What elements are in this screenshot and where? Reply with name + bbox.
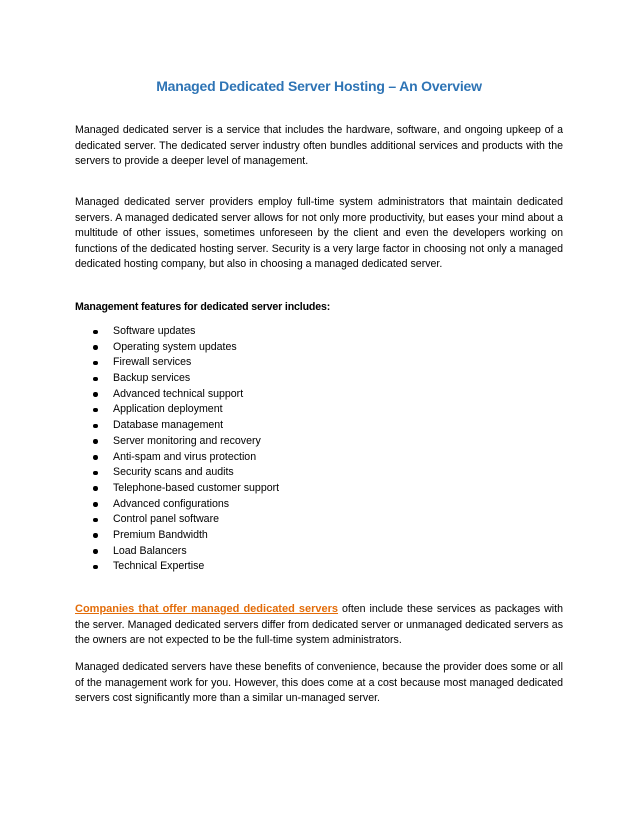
bullet-icon — [93, 439, 98, 444]
bullet-icon — [93, 345, 98, 350]
list-item — [75, 387, 279, 403]
list-item — [75, 559, 279, 575]
list-item — [75, 355, 279, 371]
list-item — [75, 371, 279, 387]
list-item-label: Control panel software — [113, 513, 219, 526]
list-item-label: Load Balancers — [113, 544, 187, 557]
companies-paragraph-text: often include these services as packages with the server. Managed dedicated servers differ from dedicated server or unmanaged dedicated servers as the owners are not expected to be the full-time system administrators. — [75, 603, 563, 647]
list-item-label: Application deployment — [113, 403, 223, 416]
list-item-label: Firewall services — [113, 356, 192, 369]
list-item-label: Security scans and audits — [113, 466, 234, 479]
list-item — [75, 340, 279, 356]
list-item — [75, 450, 279, 466]
list-item-label: Telephone-based customer support — [113, 481, 280, 494]
bullet-icon — [93, 455, 98, 460]
list-item-label: Operating system updates — [113, 340, 237, 353]
providers-paragraph: Managed dedicated server providers employ full-time system administrators that maintain dedicated servers. A managed dedicated server allows for not only more productivity, but eases your mind about a multitude of other issues, sometimes unforeseen by the client and even the developers working on functions of the dedicated hosting server. Security is a very large factor in choosing not only a managed dedicated hosting company, but also in choosing a managed dedicated server. — [75, 196, 563, 271]
list-item — [75, 512, 279, 528]
list-item — [75, 544, 279, 560]
list-item-label: Advanced configurations — [113, 497, 230, 510]
bullet-icon — [93, 408, 98, 413]
list-item — [75, 481, 279, 497]
features-heading: Management features for dedicated server includes: — [75, 301, 331, 313]
page-title: Managed Dedicated Server Hosting – An Overview — [156, 78, 482, 94]
bullet-icon — [93, 549, 98, 554]
list-item-label: Anti-spam and virus protection — [113, 450, 257, 463]
list-item — [75, 465, 279, 481]
list-item — [75, 528, 279, 544]
list-item-label: Advanced technical support — [113, 387, 244, 400]
bullet-icon — [93, 424, 98, 429]
bullet-icon — [93, 533, 98, 538]
list-item-label: Database management — [113, 419, 224, 432]
list-item — [75, 434, 279, 450]
benefits-paragraph: Managed dedicated servers have these benefits of convenience, because the provider does some or all of the management work for you. However, this does come at a cost because most managed dedicated servers cost significantly more than a similar un-managed server. — [75, 661, 563, 705]
list-item-label: Software updates — [113, 325, 196, 337]
companies-link[interactable]: Companies that offer managed dedicated servers — [75, 603, 339, 615]
list-item-label: Server monitoring and recovery — [113, 434, 261, 447]
list-item-label: Backup services — [113, 372, 191, 385]
list-item — [75, 324, 279, 340]
features-list — [75, 324, 279, 575]
bullet-icon — [93, 502, 98, 507]
bullet-icon — [93, 518, 98, 523]
list-item-label: Premium Bandwidth — [113, 528, 208, 541]
list-item — [75, 402, 279, 418]
list-item — [75, 418, 279, 434]
list-item — [75, 497, 279, 513]
bullet-icon — [93, 486, 98, 491]
list-item-label: Technical Expertise — [113, 560, 205, 573]
bullet-icon — [93, 565, 98, 570]
bullet-icon — [93, 392, 98, 397]
bullet-icon — [93, 361, 98, 366]
bullet-icon — [93, 471, 98, 476]
bullet-icon — [93, 377, 98, 382]
bullet-icon — [93, 330, 98, 335]
companies-paragraph — [75, 602, 563, 649]
intro-paragraph: Managed dedicated server is a service that includes the hardware, software, and ongoing upkeep of a dedicated server. The dedicated server industry often bundles additional services and products with the servers to provide a deeper level of management. — [75, 124, 563, 168]
